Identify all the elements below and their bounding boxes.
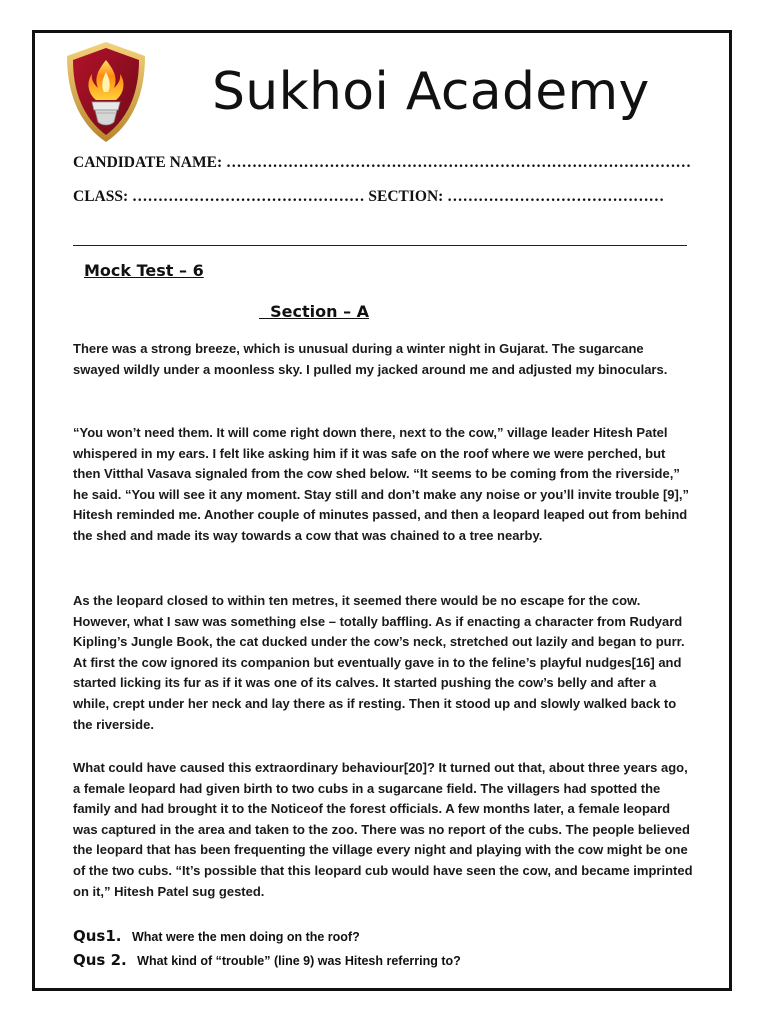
class-section-field: CLASS: ……………………………………… SECTION: …………………………………… xyxy=(73,188,665,205)
question-1-label: Qus1. xyxy=(73,927,122,945)
question-1 xyxy=(73,927,360,946)
passage-paragraph-4: What could have caused this extraordinary behaviour[20]? It turned out that, about three years ago, a female leopard had given birth to two cubs in a sugarcane field. The villagers had spotted the family and had brought it to the Noticeof the forest officials. A few months later, a female leopard was captured in the area and taken to the zoo. There was no report of the cubs. The people believed the leopard that has been frequenting the village every night and playing with the cow might be one of the two cubs. “It’s possible that this leopard cub would have seen the cow, and became imprinted on it,” Hitesh Patel sug gested. xyxy=(73,760,693,899)
passage-paragraph-1: There was a strong breeze, which is unusual during a winter night in Gujarat. The sugarcane swayed wildly under a moonless sky. I pulled my jacked around me and adjusted my binoculars. xyxy=(73,341,668,377)
mock-test-title: Mock Test – 6 xyxy=(84,261,204,280)
passage-paragraph-3: As the leopard closed to within ten metres, it seemed there would be no escape for the cow. However, what I saw was something else – totally baffling. As if enacting a character from Rudyard Kipling’s Jungle Book, the cat ducked under the cow’s neck, stretched out lazily and began to purr. At first the cow ignored its companion but eventually gave in to the feline’s playful nudges[16] and started licking its fur as if it was one of its calves. It started pushing the cow’s belly and after a while, crept under her neck and lay there as if resting. Then it stood up and slowly walked back to the riverside. xyxy=(73,593,685,732)
question-2-label: Qus 2. xyxy=(73,951,127,969)
header-divider xyxy=(73,245,687,246)
school-title: Sukhoi Academy xyxy=(212,62,650,122)
question-2 xyxy=(73,951,461,970)
question-1-text: What were the men doing on the roof? xyxy=(131,930,360,944)
candidate-name-field: CANDIDATE NAME: ……………………………………………………………………………… xyxy=(73,154,691,171)
section-heading: Section – A xyxy=(259,302,370,321)
question-2-text: What kind of “trouble” (line 9) was Hitesh referring to? xyxy=(137,954,461,968)
shield-torch-crest-icon xyxy=(64,40,148,144)
passage-paragraph-2: “You won’t need them. It will come right down there, next to the cow,” village leader Hitesh Patel whispered in my ears. I felt like asking him if it was safe on the roof where we were perched, but then Vitthal Vasava signaled from the cow shed below. “It seems to be coming from the riverside,” he said. “You will see it any moment. Stay still and don’t make any noise or you’ll invite trouble [9],” Hitesh reminded me. Another couple of minutes passed, and then a leopard leaped out from behind the shed and made its way towards a cow that was chained to a tree nearby. xyxy=(73,425,689,543)
